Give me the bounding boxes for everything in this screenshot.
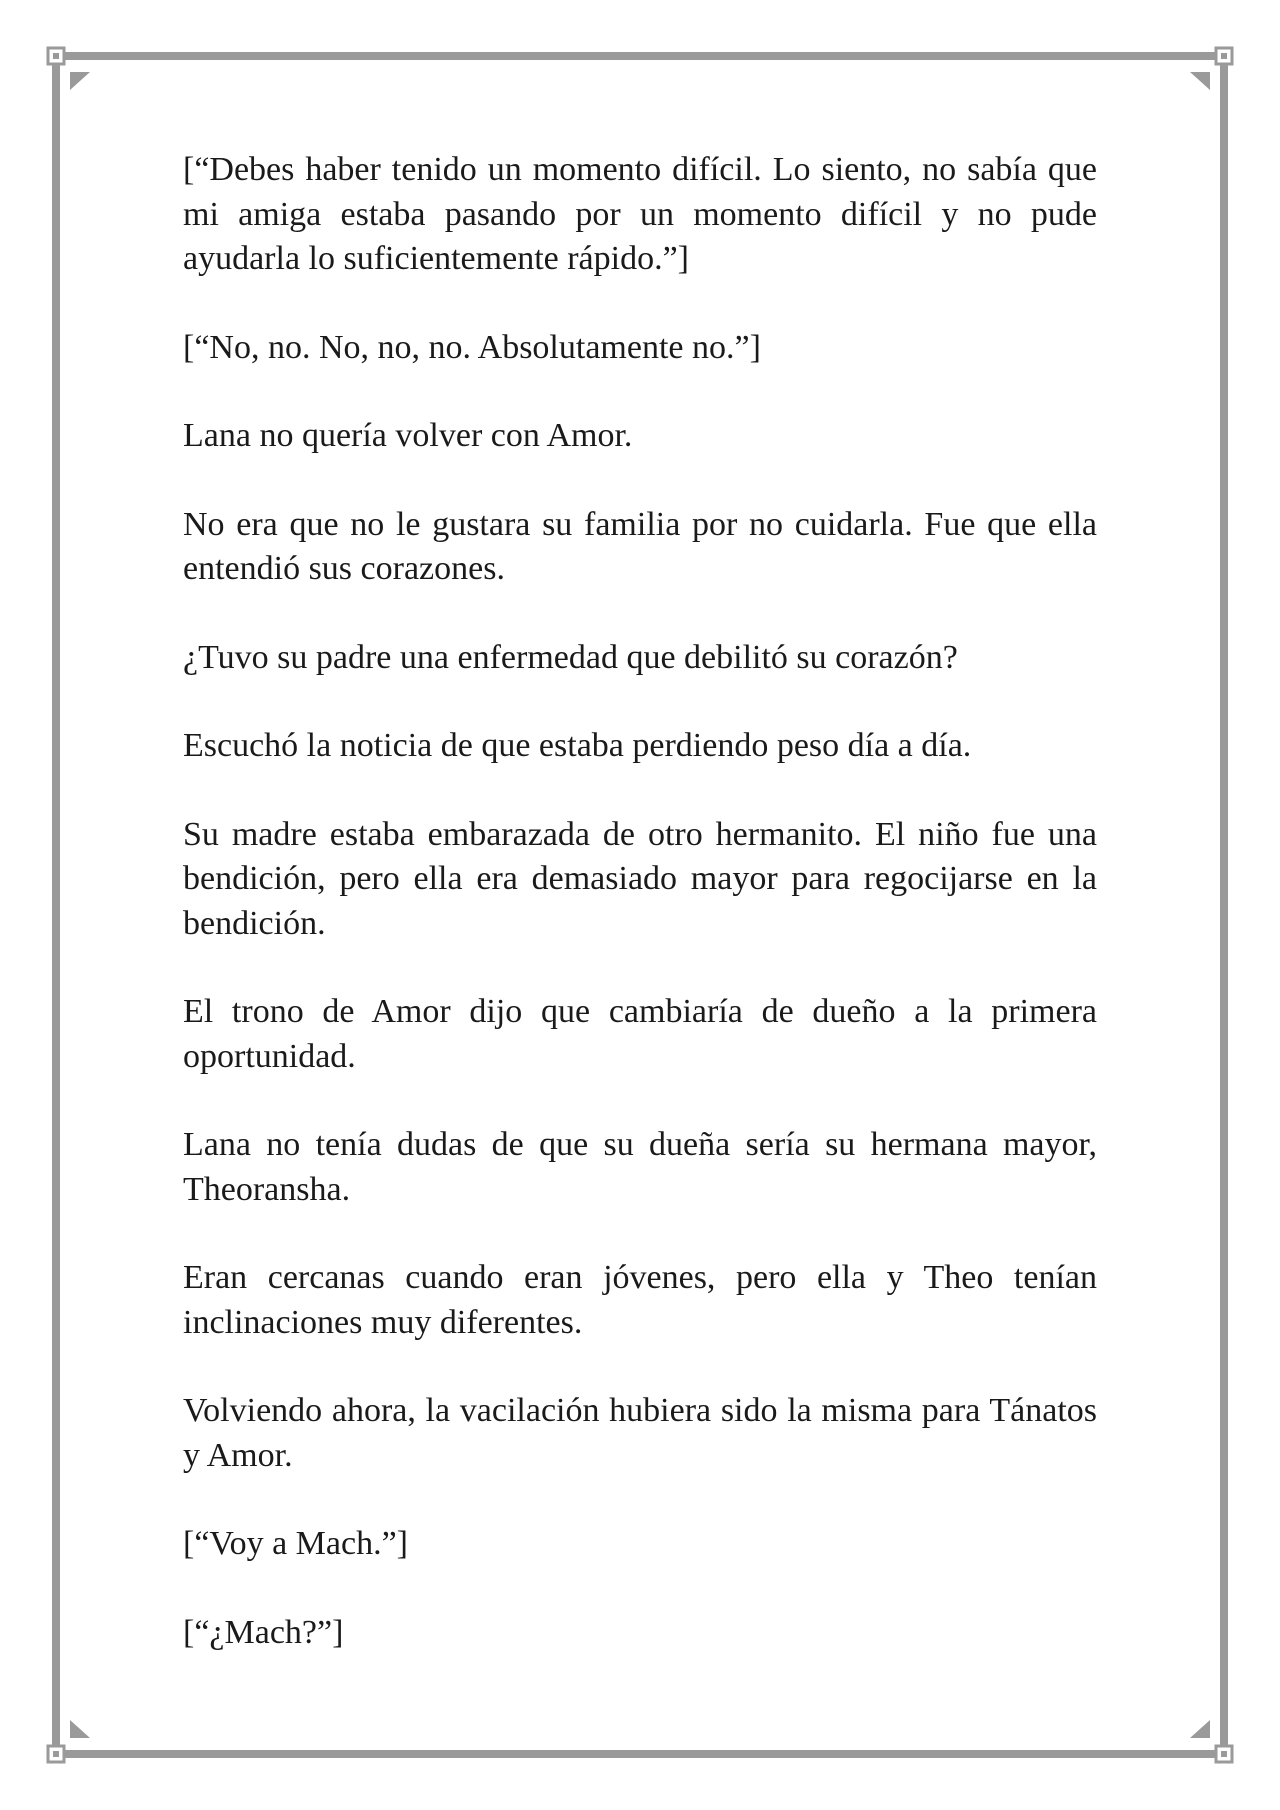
paragraph-8: El trono de Amor dijo que cambiaría de dueño a la primera oportunidad. [183,993,1097,1075]
paragraph-5: ¿Tuvo su padre una enfermedad que debilitó su corazón? [183,638,958,676]
frame-right-bar [1220,58,1228,1752]
paragraph-11: Volviendo ahora, la vacilación hubiera sido la misma para Tánatos y Amor. [183,1392,1097,1474]
paragraph-12: [“Voy a Mach.”] [183,1525,409,1562]
frame-top-bar [58,52,1222,60]
paragraph-13: [“¿Mach?”] [183,1613,344,1651]
paragraph-2: [“No, no. No, no, no. Absolutamente no.”] [183,328,761,366]
paragraph-4: No era que no le gustara su familia por no cuidarla. Fue que ella entendió sus corazones. [183,505,1097,587]
paragraph-7: Su madre estaba embarazada de otro hermanito. El niño fue una bendición, pero ella era demasiado mayor para regocijarse en la bendición. [183,815,1097,942]
paragraph-1: [“Debes haber tenido un momento difícil. Lo siento, no sabía que mi amiga estaba pasando por un momento difícil y no pude ayudarla lo suficientemente rápido.”] [183,151,1097,277]
paragraph-3: Lana no quería volver con Amor. [183,417,633,454]
body-text [183,148,1097,1699]
paragraph-9: Lana no tenía dudas de que su dueña sería su hermana mayor, Theoransha. [183,1126,1097,1208]
frame-bottom-bar [58,1750,1222,1758]
frame-left-bar [52,58,60,1752]
paragraph-6: Escuchó la noticia de que estaba perdiendo peso día a día. [183,727,972,764]
paragraph-10: Eran cercanas cuando eran jóvenes, pero ella y Theo tenían inclinaciones muy diferentes. [183,1259,1097,1341]
